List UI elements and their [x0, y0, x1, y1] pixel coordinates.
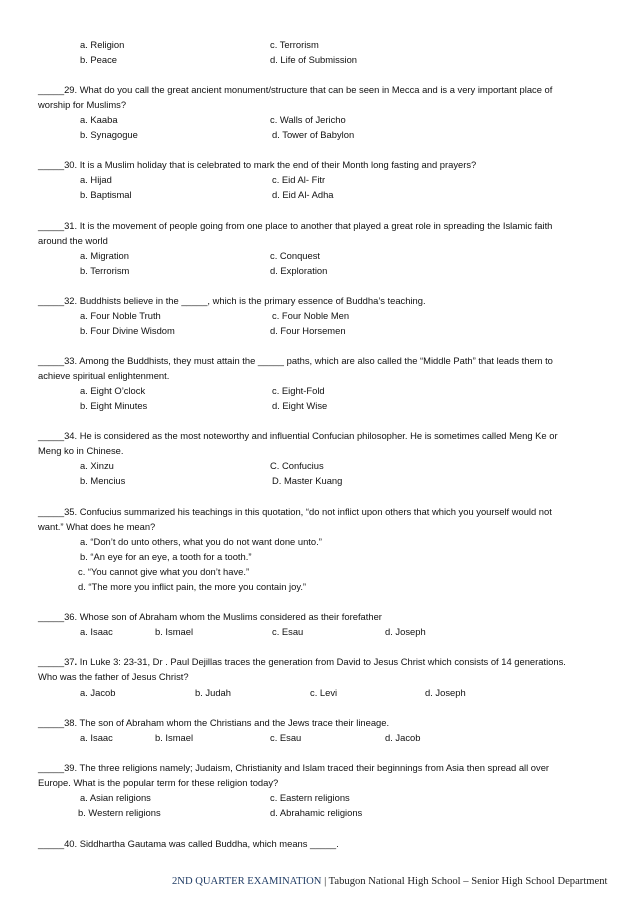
q36-option-a: a. Isaac	[80, 626, 113, 637]
q37-option-a: a. Jacob	[80, 687, 116, 698]
q30-option-b: b. Baptismal	[80, 189, 132, 200]
question-39: _____39. The three religions namely; Judaism, Christianity and Islam traced their beginnings from Asia then spread all over	[38, 762, 550, 773]
q29-option-a: a. Kaaba	[80, 114, 118, 125]
footer-separator: |	[321, 876, 329, 887]
option-a: a. Religion	[80, 39, 125, 50]
q39-option-d: d. Abrahamic religions	[270, 807, 363, 818]
question-33: _____33. Among the Buddhists, they must attain the _____ paths, which are also called the “Middle Path” that leads them to	[38, 355, 553, 366]
question-35-cont: want.” What does he mean?	[38, 521, 156, 532]
q32-option-a: a. Four Noble Truth	[80, 310, 161, 321]
q33-option-b: b. Eight Minutes	[80, 400, 148, 411]
option-d: d. Life of Submission	[270, 54, 358, 65]
q38-option-d: d. Jacob	[385, 732, 421, 743]
q36-option-d: d. Joseph	[385, 626, 426, 637]
q38-option-c: c. Esau	[270, 732, 302, 743]
question-31: _____31. It is the movement of people going from one place to another that played a great role in spreading the Islamic faith	[38, 220, 553, 231]
q34-option-d: D. Master Kuang	[272, 475, 343, 486]
q39-option-b: b. Western religions	[78, 807, 161, 818]
footer-school: Tabugon National High School – Senior High School Department	[328, 876, 608, 887]
question-37-cont: Who was the father of Jesus Christ?	[38, 671, 189, 682]
question-37-dot: .	[74, 656, 78, 667]
q32-option-c: c. Four Noble Men	[272, 310, 350, 321]
q33-option-d: d. Eight Wise	[272, 400, 328, 411]
q38-option-b: b. Ismael	[155, 732, 194, 743]
q31-option-c: c. Conquest	[270, 250, 321, 261]
q29-option-d: d. Tower of Babylon	[272, 129, 355, 140]
option-c: c. Terrorism	[270, 39, 319, 50]
q39-option-a: a. Asian religions	[80, 792, 151, 803]
q37-option-c: c. Levi	[310, 687, 338, 698]
q31-option-a: a. Migration	[80, 250, 129, 261]
q35-option-b: b. “An eye for an eye, a tooth for a tooth.”	[80, 551, 252, 562]
q32-option-d: d. Four Horsemen	[270, 325, 346, 336]
q37-option-b: b. Judah	[195, 687, 231, 698]
question-39-cont: Europe. What is the popular term for these religion today?	[38, 777, 279, 788]
q33-option-a: a. Eight O’clock	[80, 385, 146, 396]
q29-option-b: b. Synagogue	[80, 129, 138, 140]
q34-option-c: C. Confucius	[270, 460, 324, 471]
q36-option-c: c. Esau	[272, 626, 304, 637]
q34-option-b: b. Mencius	[80, 475, 126, 486]
question-29: _____29. What do you call the great ancient monument/structure that can be seen in Mecca and is a very important place of	[38, 84, 553, 95]
q30-option-c: c. Eid Al- Fitr	[272, 174, 326, 185]
q34-option-a: a. Xinzu	[80, 460, 114, 471]
question-38: _____38. The son of Abraham whom the Christians and the Jews trace their lineage.	[38, 717, 390, 728]
q29-option-c: c. Walls of Jericho	[270, 114, 346, 125]
question-29-cont: worship for Muslims?	[38, 99, 127, 110]
q31-option-b: b. Terrorism	[80, 265, 130, 276]
question-37	[38, 655, 566, 669]
q30-option-a: a. Hijad	[80, 174, 112, 185]
question-36: _____36. Whose son of Abraham whom the Muslims considered as their forefather	[38, 611, 382, 622]
question-40: _____40. Siddhartha Gautama was called Buddha, which means _____.	[38, 838, 339, 849]
question-35: _____35. Confucius summarized his teachings in this quotation, “do not inflict upon others that which you yourself would not	[38, 506, 552, 517]
question-34: _____34. He is considered as the most noteworthy and influential Confucian philosopher. He is sometimes called Meng Ke or	[38, 430, 558, 441]
q36-option-b: b. Ismael	[155, 626, 194, 637]
question-32: _____32. Buddhists believe in the _____, which is the primary essence of Buddha’s teaching.	[38, 295, 426, 306]
q30-option-d: d. Eid Al- Adha	[272, 189, 334, 200]
q33-option-c: c. Eight-Fold	[272, 385, 325, 396]
option-b: b. Peace	[80, 54, 118, 65]
question-33-cont: achieve spiritual enlightenment.	[38, 370, 170, 381]
q35-option-c: c. “You cannot give what you don’t have.”	[78, 566, 250, 577]
q31-option-d: d. Exploration	[270, 265, 328, 276]
question-31-cont: around the world	[38, 235, 108, 246]
footer-title: 2ND QUARTER EXAMINATION	[172, 876, 322, 887]
q35-option-d: d. “The more you inflict pain, the more you contain joy.”	[78, 581, 307, 592]
question-37-number: _____37	[38, 656, 75, 667]
q35-option-a: a. “Don’t do unto others, what you do not want done unto.”	[80, 536, 322, 547]
question-30: _____30. It is a Muslim holiday that is celebrated to mark the end of their Month long fasting and prayers?	[38, 159, 477, 170]
question-34-cont: Meng ko in Chinese.	[38, 445, 124, 456]
q39-option-c: c. Eastern religions	[270, 792, 350, 803]
q38-option-a: a. Isaac	[80, 732, 113, 743]
q37-option-d: d. Joseph	[425, 687, 466, 698]
q32-option-b: b. Four Divine Wisdom	[80, 325, 175, 336]
question-37-text: In Luke 3: 23-31, Dr . Paul Dejillas traces the generation from David to Jesus Christ which consists of 14 generations.	[77, 656, 566, 667]
page-footer	[172, 876, 628, 887]
